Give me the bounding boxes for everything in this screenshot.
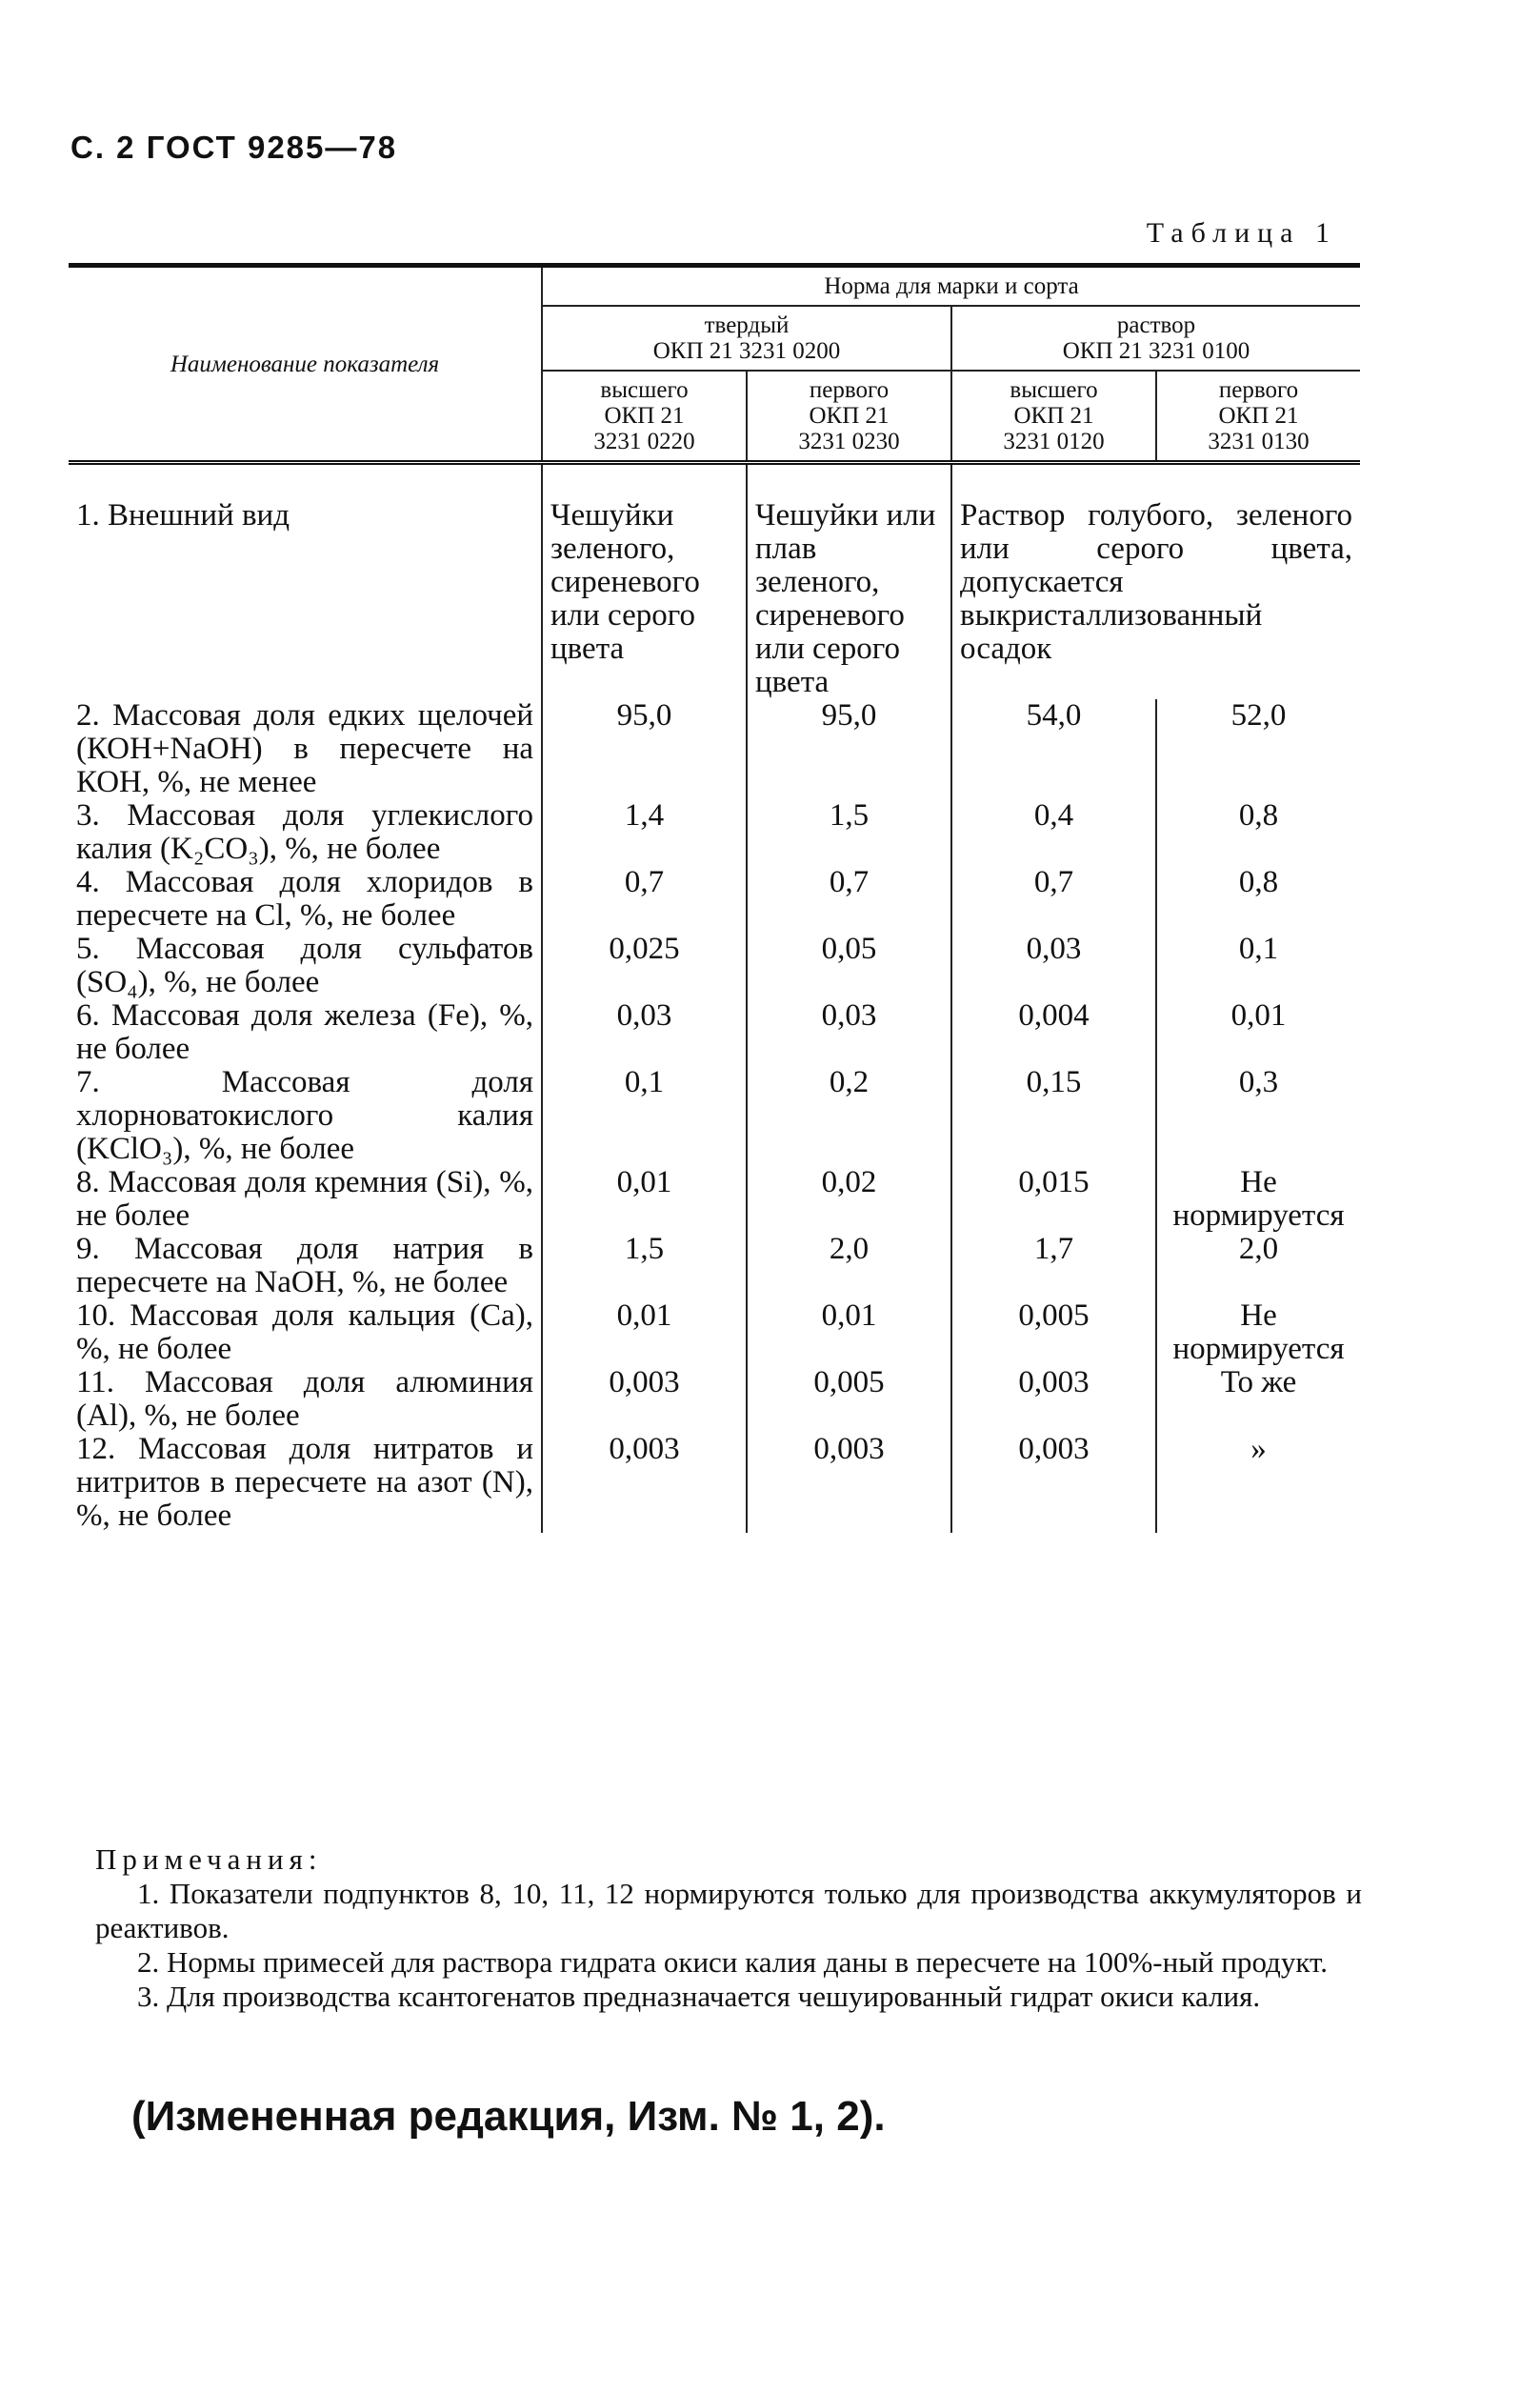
value-cell: 0,7	[542, 866, 747, 933]
grade-label: раствор	[1116, 312, 1196, 338]
table-row	[69, 933, 1360, 999]
value-cell: 0,01	[542, 1299, 747, 1366]
sort-header: первого ОКП 21 3231 0230	[747, 371, 951, 463]
grade-code: ОКП 21 3231 0100	[1062, 338, 1250, 364]
value-cell: 2,0	[1156, 1233, 1360, 1299]
value-cell: 0,3	[1156, 1066, 1360, 1166]
sort-header: высшего ОКП 21 3231 0120	[951, 371, 1156, 463]
amendment-note: (Измененная редакция, Изм. № 1, 2).	[131, 2093, 886, 2140]
indicator-name: 3. Массовая доля углекислого калия (K₂CO₃), %, не более	[76, 798, 533, 866]
grade-header-solution	[951, 306, 1360, 371]
value-cell: 0,003	[542, 1433, 747, 1533]
value-cell: 0,003	[951, 1433, 1156, 1533]
indicator-name: 9. Массовая доля натрия в пересчете на NaOH, %, не более	[76, 1232, 533, 1299]
table-row	[69, 799, 1360, 866]
value-cell: 0,01	[542, 1166, 747, 1233]
page-header: С. 2 ГОСТ 9285—78	[70, 130, 398, 165]
value-cell: 0,8	[1156, 799, 1360, 866]
indicator-name: 4. Массовая доля хлоридов в пересчете на Cl, %, не более	[76, 865, 533, 933]
value-cell: 95,0	[747, 699, 951, 799]
value-cell: 0,02	[747, 1166, 951, 1233]
sort-header: высшего ОКП 21 3231 0220	[542, 371, 747, 463]
value-cell: 0,05	[747, 933, 951, 999]
grade-header-solid	[542, 306, 951, 371]
table-row	[69, 1066, 1360, 1166]
value-cell: 0,2	[747, 1066, 951, 1166]
table-row	[69, 699, 1360, 799]
note-item: 1. Показатели подпунктов 8, 10, 11, 12 нормируются только для производства аккумуляторов и реактивов.	[95, 1877, 1362, 1944]
value-cell: 0,03	[747, 999, 951, 1066]
value-cell: 0,15	[951, 1066, 1156, 1166]
value-cell: 0,005	[747, 1366, 951, 1433]
value-cell: 0,003	[951, 1366, 1156, 1433]
grade-label: твердый	[704, 312, 790, 338]
table-row	[69, 1233, 1360, 1299]
norm-header: Норма для марки и сорта	[542, 266, 1360, 307]
indicator-name: 10. Массовая доля кальция (Ca), %, не более	[76, 1298, 533, 1366]
value-cell: 0,004	[951, 999, 1156, 1066]
value-cell: 0,8	[1156, 866, 1360, 933]
value-cell: 0,7	[747, 866, 951, 933]
value-cell: 0,015	[951, 1166, 1156, 1233]
value-cell: Не нормируется	[1156, 1299, 1360, 1366]
note-item: 3. Для производства ксантогенатов предназначается чешуированный гидрат окиси калия.	[137, 1980, 1261, 2013]
table-row	[69, 999, 1360, 1066]
appearance-solution: Раствор голубого, зеленого или серого цвета, допускается выкристаллизованный осадок	[951, 463, 1360, 700]
value-cell: 1,7	[951, 1233, 1156, 1299]
value-cell: 95,0	[542, 699, 747, 799]
indicator-name: 1. Внешний вид	[69, 463, 542, 700]
appearance-solid-higher: Чешуйки зеленого, сиреневого или серого цвета	[542, 463, 747, 700]
value-cell: 0,1	[542, 1066, 747, 1166]
value-cell: 0,03	[951, 933, 1156, 999]
appearance-solid-first: Чешуйки или плав зеленого, сиреневого или серого цвета	[747, 463, 951, 700]
value-cell: 0,003	[542, 1366, 747, 1433]
value-cell: 52,0	[1156, 699, 1360, 799]
value-cell: 1,5	[542, 1233, 747, 1299]
value-cell: 0,025	[542, 933, 747, 999]
indicator-name-header: Наименование показателя	[69, 266, 542, 463]
value-cell: 54,0	[951, 699, 1156, 799]
value-cell: То же	[1156, 1366, 1360, 1433]
table-title: Таблица 1	[1146, 217, 1337, 249]
value-cell: 0,7	[951, 866, 1156, 933]
table-row	[69, 866, 1360, 933]
grade-code: ОКП 21 3231 0200	[652, 338, 841, 364]
table-row	[69, 1433, 1360, 1533]
indicator-name: 11. Массовая доля алюминия (Al), %, не более	[76, 1365, 533, 1433]
table-row	[69, 463, 1360, 700]
value-cell: 0,1	[1156, 933, 1360, 999]
value-cell: »	[1156, 1433, 1360, 1533]
value-cell: 0,03	[542, 999, 747, 1066]
value-cell: 0,4	[951, 799, 1156, 866]
indicator-name: 7. Массовая доля хлорноватокислого калия (KClO₃), %, не более	[76, 1065, 533, 1166]
indicator-name: 2. Массовая доля едких щелочей (КОН+NaOH) в пересчете на КОН, %, не менее	[76, 698, 533, 799]
value-cell: 0,01	[1156, 999, 1360, 1066]
value-cell: 0,005	[951, 1299, 1156, 1366]
indicator-name: 6. Массовая доля железа (Fe), %, не более	[76, 998, 533, 1066]
notes-header: Примечания:	[95, 1842, 323, 1876]
specification-table	[69, 263, 1360, 1533]
value-cell: Не нормируется	[1156, 1166, 1360, 1233]
indicator-name: 12. Массовая доля нитратов и нитритов в пересчете на азот (N), %, не более	[76, 1432, 533, 1533]
value-cell: 0,003	[747, 1433, 951, 1533]
table-row	[69, 1366, 1360, 1433]
indicator-name: 5. Массовая доля сульфатов (SO₄), %, не более	[76, 932, 533, 999]
value-cell: 0,01	[747, 1299, 951, 1366]
sort-header: первого ОКП 21 3231 0130	[1156, 371, 1360, 463]
table-row	[69, 1299, 1360, 1366]
note-item: 2. Нормы примесей для раствора гидрата окиси калия даны в пересчете на 100%-ный продукт.	[137, 1945, 1328, 1979]
notes-block	[95, 1842, 1362, 2014]
value-cell: 2,0	[747, 1233, 951, 1299]
indicator-name: 8. Массовая доля кремния (Si), %, не более	[76, 1165, 533, 1233]
value-cell: 1,5	[747, 799, 951, 866]
table-row	[69, 1166, 1360, 1233]
value-cell: 1,4	[542, 799, 747, 866]
